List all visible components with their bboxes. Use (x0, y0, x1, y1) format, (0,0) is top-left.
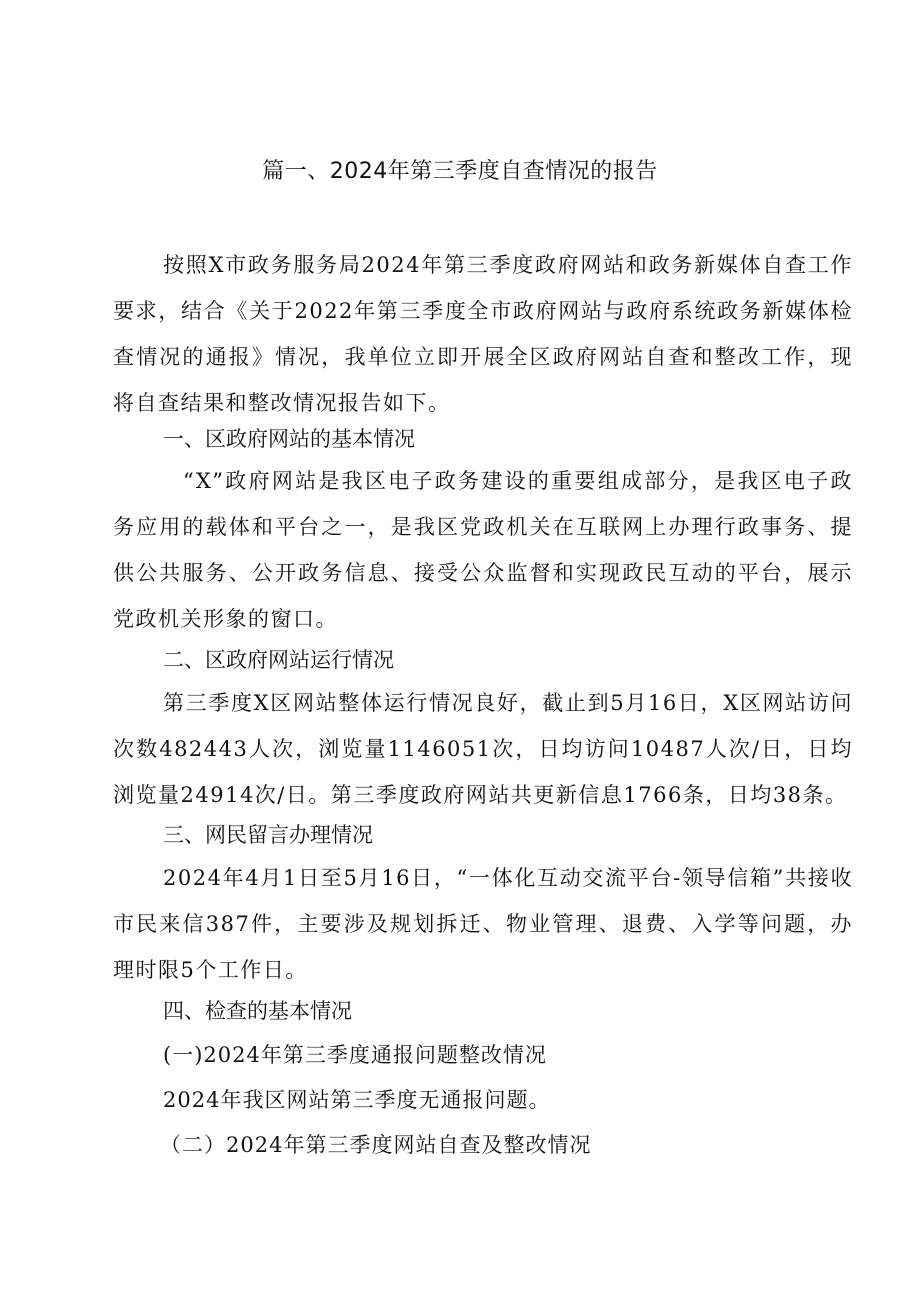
subsection-heading-2: （二）2024年第三季度网站自查及整改情况 (160, 1133, 592, 1157)
section-2-paragraph: 第三季度X区网站整体运行情况良好，截止到5月16日，X区网站访问次数482443人次，浏览量1146051次，日均访问10487人次/日，日均浏览量24914次/日。第三季度政府网站共更新信息1766条，日均38条。 (113, 691, 853, 807)
section-1-paragraph: “X”政府网站是我区电子政务建设的重要组成部分，是我区电子政务应用的载体和平台之一，是我区党政机关在互联网上办理行政事务、提供公共服务、公开政务信息、接受公众监督和实现政民互动的平台，展示党政机关形象的窗口。 (113, 469, 853, 631)
subsection-heading-1: (一)2024年第三季度通报问题整改情况 (163, 1043, 547, 1067)
section-3-paragraph: 2024年4月1日至5月16日，“一体化互动交流平台-领导信箱”共接收市民来信387件，主要涉及规划拆迁、物业管理、退费、入学等问题，办理时限5个工作日。 (113, 866, 853, 982)
subsection-1-paragraph: 2024年我区网站第三季度无通报问题。 (163, 1088, 551, 1112)
section-heading-1: 一、区政府网站的基本情况 (163, 427, 415, 451)
intro-paragraph: 按照X市政务服务局2024年第三季度政府网站和政务新媒体自查工作要求，结合《关于2022年第三季度全市政府网站与政府系统政务新媒体检查情况的通报》情况，我单位立即开展全区政府网站自查和整改工作，现将自查结果和整改情况报告如下。 (113, 253, 853, 415)
section-heading-2: 二、区政府网站运行情况 (163, 648, 394, 672)
document-title: 篇一、2024年第三季度自查情况的报告 (262, 159, 658, 184)
section-heading-4: 四、检查的基本情况 (163, 999, 352, 1023)
section-heading-3: 三、网民留言办理情况 (163, 823, 373, 847)
